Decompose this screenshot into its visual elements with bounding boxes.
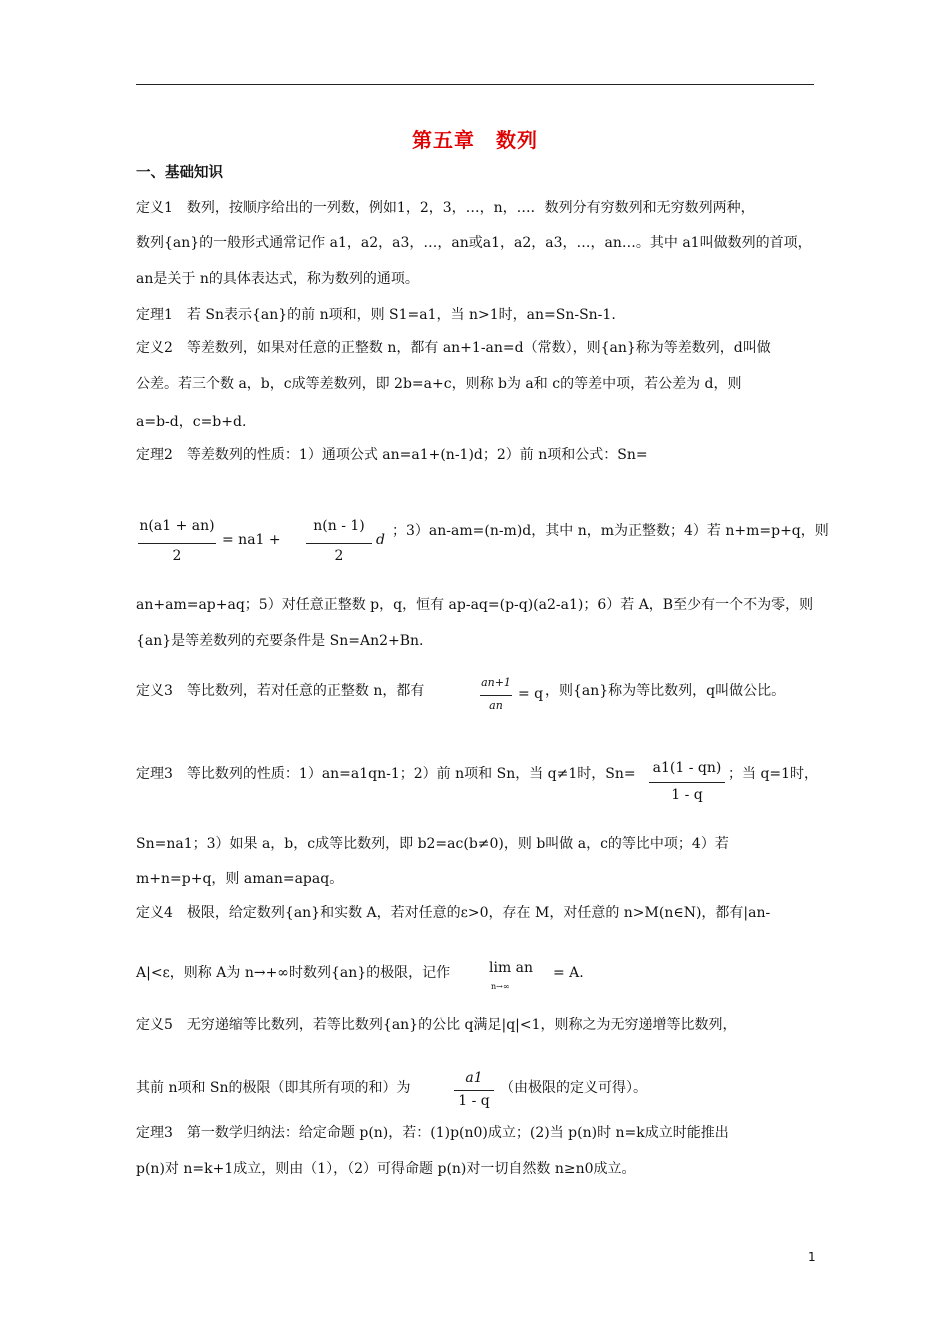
text-line-16: 定义4 极限，给定数列{an}和实数 A，若对任意的ε>0，存在 M，对任意的 n>M(n∈N)，都有|an- bbox=[136, 905, 771, 921]
fraction-bar bbox=[480, 695, 512, 696]
fraction-bar bbox=[454, 1090, 494, 1091]
text-line-21: p(n)对 n=k+1成立，则由（1），（2）可得命题 p(n)对一切自然数 n≥n0成立。 bbox=[136, 1161, 636, 1177]
sum-numerator-1: n(a1 + an) bbox=[139, 518, 215, 534]
fraction-bar bbox=[306, 543, 372, 544]
sum-middle: = na1 + bbox=[222, 532, 281, 548]
ratio-equals: = q bbox=[518, 686, 544, 702]
text-line-13a: 定理3 等比数列的性质：1）an=a1qn-1；2）前 n项和 Sn，当 q≠1时，Sn= bbox=[136, 766, 636, 782]
text-line-15: m+n=p+q，则 aman=apaq。 bbox=[136, 871, 344, 887]
inf-numerator: a1 bbox=[465, 1070, 483, 1086]
text-line-5: 定义2 等差数列，如果对任意的正整数 n，都有 an+1-an=d（常数），则{an}称为等差数列，d叫做 bbox=[136, 340, 771, 356]
text-line-19a: 其前 n项和 Sn的极限（即其所有项的和）为 bbox=[136, 1080, 411, 1096]
sum-formula bbox=[136, 518, 385, 568]
text-line-9: ；3）an-am=(n-m)d，其中 n，m为正整数；4）若 n+m=p+q，则 bbox=[392, 523, 829, 539]
text-line-4: 定理1 若 Sn表示{an}的前 n项和，则 S1=a1，当 n>1时，an=Sn-Sn-1. bbox=[136, 307, 616, 323]
fraction-bar bbox=[649, 782, 725, 783]
sum-denominator-2: 2 bbox=[334, 548, 344, 564]
text-line-6: 公差。若三个数 a，b，c成等差数列，即 2b=a+c，则称 b为 a和 c的等差中项，若公差为 d，则 bbox=[136, 376, 742, 392]
ratio-denominator: an bbox=[489, 699, 503, 712]
text-line-1: 定义1 数列，按顺序给出的一列数，例如1，2，3，…，n，…．数列分有穷数列和无穷数列两种， bbox=[136, 200, 755, 216]
page-number: 1 bbox=[808, 1250, 816, 1264]
text-line-13b: ；当 q=1时， bbox=[728, 766, 819, 782]
text-line-17a: A|<ε，则称 A为 n→+∞时数列{an}的极限，记作 bbox=[136, 965, 451, 981]
geo-numerator: a1(1 - qn) bbox=[652, 760, 722, 776]
infinite-sum-formula bbox=[452, 1070, 496, 1110]
sum-denominator-1: 2 bbox=[172, 548, 182, 564]
geo-denominator: 1 - q bbox=[671, 787, 703, 803]
sum-d: d bbox=[376, 532, 385, 548]
ratio-formula bbox=[478, 676, 542, 726]
text-line-10: an+am=ap+aq；5）对任意正整数 p，q，恒有 ap-aq=(p-q)(a2-a1)；6）若 A，B至少有一个不为零，则 bbox=[136, 597, 814, 613]
fraction-bar bbox=[138, 543, 216, 544]
sum-numerator-2: n(n - 1) bbox=[313, 518, 365, 534]
limit-word: lim an bbox=[489, 960, 534, 976]
limit-formula bbox=[489, 960, 549, 996]
text-line-19b: （由极限的定义可得）。 bbox=[500, 1080, 647, 1096]
chapter-title: 第五章 数列 bbox=[412, 128, 538, 152]
text-line-3: an是关于 n的具体表达式，称为数列的通项。 bbox=[136, 271, 419, 287]
header-rule bbox=[136, 84, 814, 85]
text-line-12b: ，则{an}称为等比数列，q叫做公比。 bbox=[545, 683, 786, 699]
text-line-7: a=b-d，c=b+d. bbox=[136, 414, 247, 430]
text-line-11: {an}是等差数列的充要条件是 Sn=An2+Bn. bbox=[136, 633, 424, 649]
ratio-numerator: an+1 bbox=[481, 676, 511, 689]
text-line-17b: = A. bbox=[553, 965, 584, 981]
inf-denominator: 1 - q bbox=[458, 1093, 490, 1109]
text-line-2: 数列{an}的一般形式通常记作 a1，a2，a3，…，an或a1，a2，a3，…，an…。其中 a1叫做数列的首项， bbox=[136, 235, 812, 251]
text-line-14: Sn=na1；3）如果 a，b，c成等比数列，即 b2=ac(b≠0)，则 b叫做 a，c的等比中项；4）若 bbox=[136, 836, 729, 852]
text-line-8: 定理2 等差数列的性质：1）通项公式 an=a1+(n-1)d；2）前 n项和公式：Sn= bbox=[136, 447, 648, 463]
geometric-sum-formula bbox=[647, 760, 727, 810]
limit-subscript: n→∞ bbox=[491, 982, 510, 991]
text-line-20: 定理3 第一数学归纳法：给定命题 p(n)，若：(1)p(n0)成立；(2)当 p(n)时 n=k成立时能推出 bbox=[136, 1125, 729, 1141]
text-line-12a: 定义3 等比数列，若对任意的正整数 n，都有 bbox=[136, 683, 425, 699]
section-heading: 一、基础知识 bbox=[136, 165, 223, 181]
text-line-18: 定义5 无穷递缩等比数列，若等比数列{an}的公比 q满足|q|<1，则称之为无穷递增等比数列， bbox=[136, 1017, 737, 1033]
